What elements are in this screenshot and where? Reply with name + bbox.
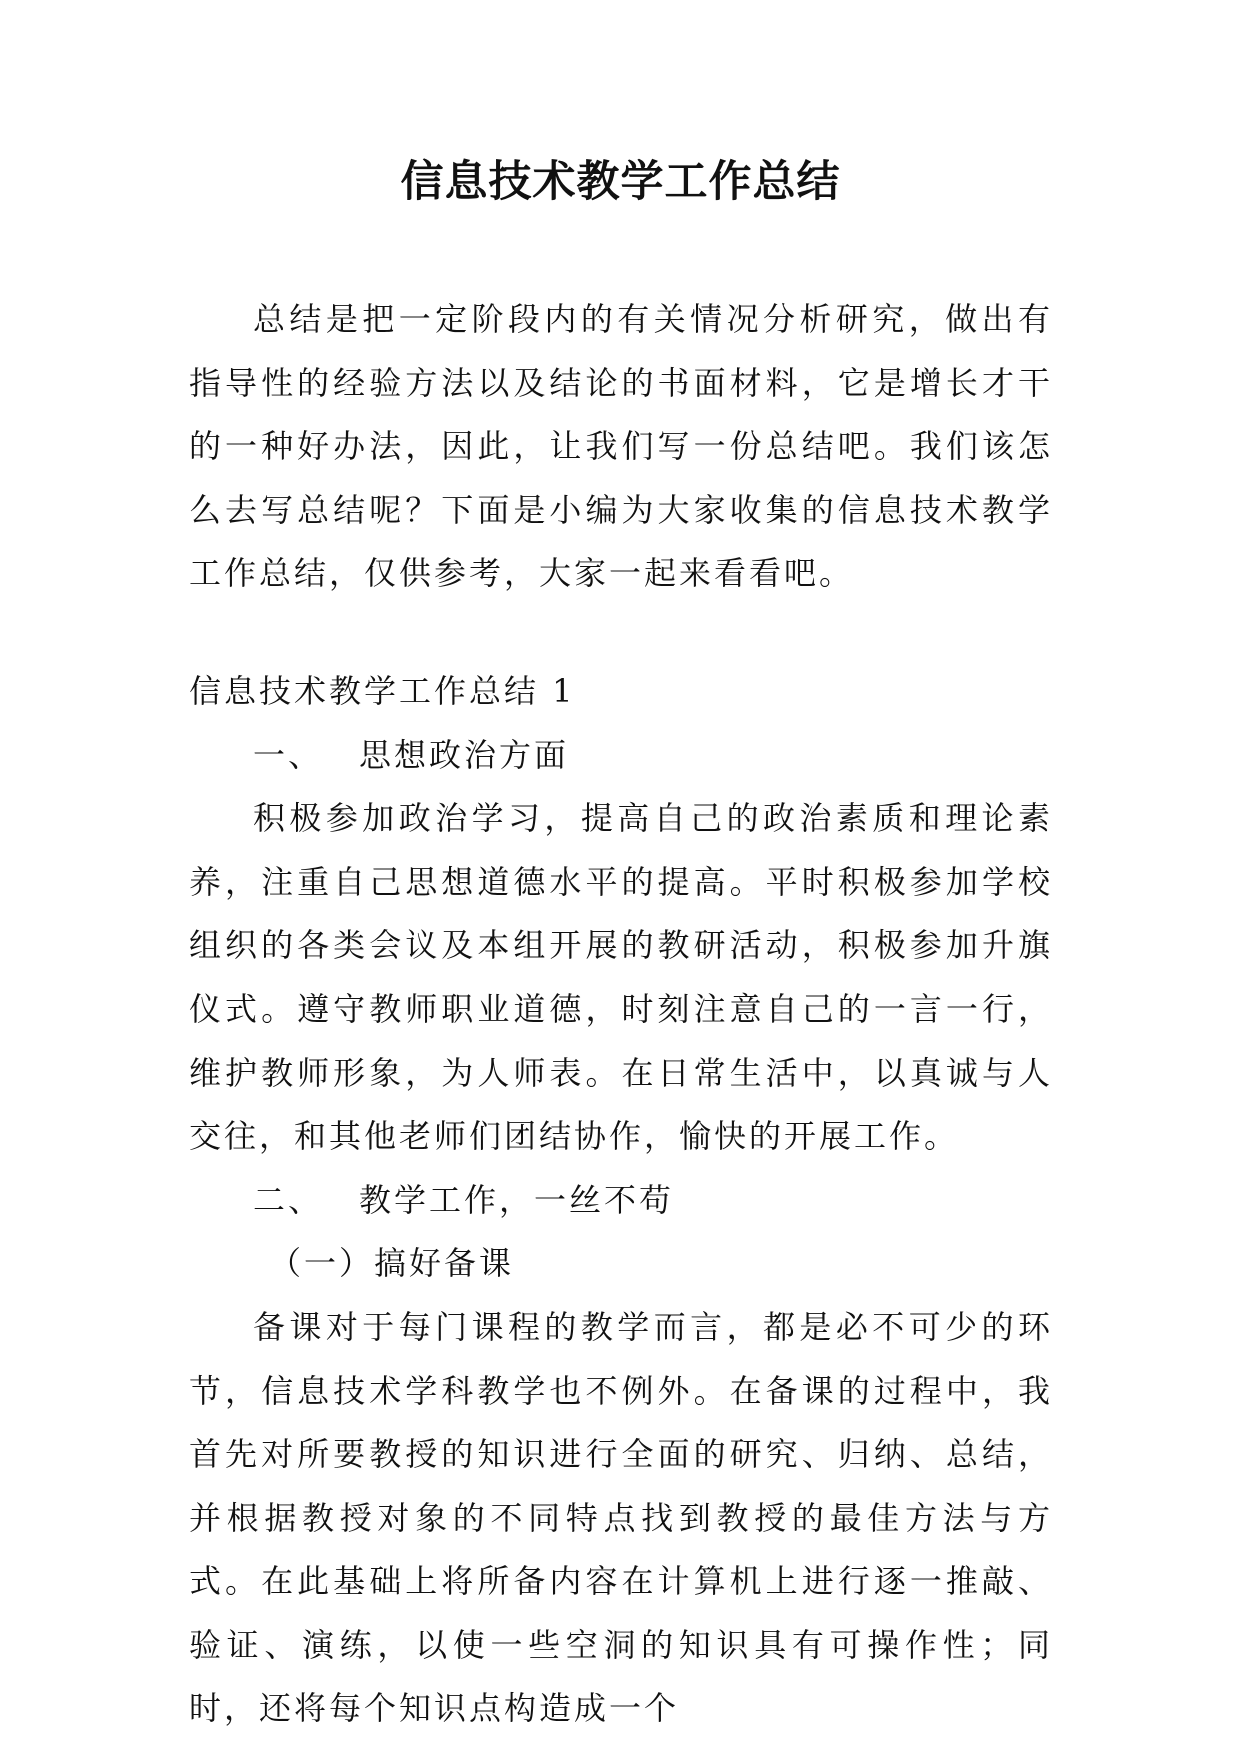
part2-heading-text: 教学工作，一丝不苟: [359, 1180, 675, 1219]
part2-sub1-paragraph: 备课对于每门课程的教学而言，都是必不可少的环节，信息技术学科教学也不例外。在备课的过程中，我首先对所要教授的知识进行全面的研究、归纳、总结，并根据教授对象的不同特点找到教授的最佳方法与方式。在此基础上将所备内容在计算机上进行逐一推敲、验证、演练，以使一些空洞的知识具有可操作性；同时，还将每个知识点构造成一个: [189, 1307, 1053, 1728]
part1-heading-text: 思想政治方面: [359, 735, 570, 774]
part1-heading: [189, 724, 1053, 788]
part1-paragraph: 积极参加政治学习，提高自己的政治素质和理论素养，注重自己思想道德水平的提高。平时积极参加学校组织的各类会议及本组开展的教研活动，积极参加升旗仪式。遵守教师职业道德，时刻注意自己的一言一行，维护教师形象，为人师表。在日常生活中，以真诚与人交往，和其他老师们团结协作，愉快的开展工作。: [189, 799, 1053, 1156]
part2-sub1-heading: （一）搞好备课: [269, 1244, 515, 1283]
section-title: 信息技术教学工作总结 1: [189, 671, 576, 710]
paragraph-spacer: [189, 606, 1053, 660]
part2-heading: [189, 1169, 1053, 1233]
intro-paragraph: 总结是把一定阶段内的有关情况分析研究，做出有指导性的经验方法以及结论的书面材料，它是增长才干的一种好办法，因此，让我们写一份总结吧。我们该怎么去写总结呢？下面是小编为大家收集的信息技术教学工作总结，仅供参考，大家一起来看看吧。: [189, 300, 1053, 593]
document-body: [189, 288, 1053, 1741]
part1-number: 一、: [253, 735, 324, 774]
document-title: 信息技术教学工作总结: [400, 157, 841, 207]
part2-number: 二、: [253, 1180, 324, 1219]
